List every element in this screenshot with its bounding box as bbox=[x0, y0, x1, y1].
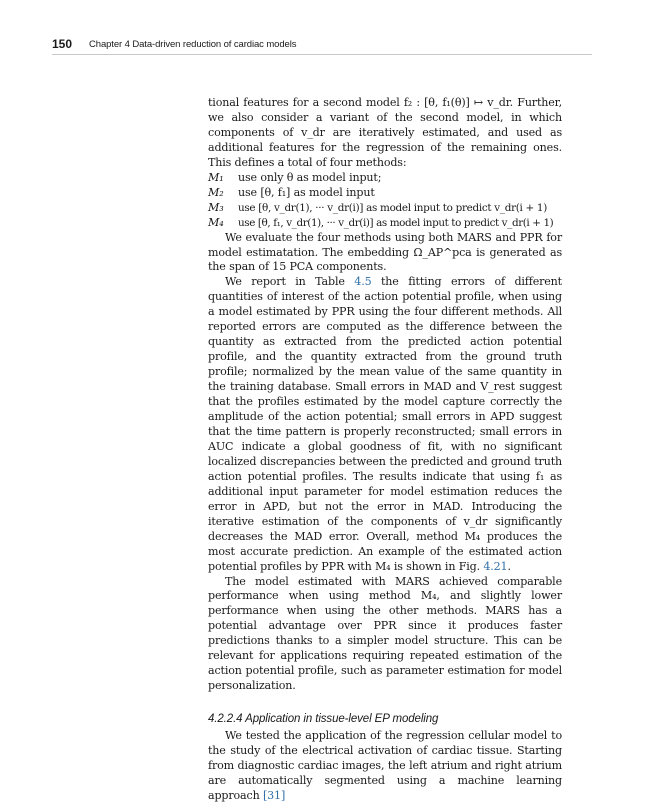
intro-line: also consider a variant of the second model, in which components bbox=[208, 110, 562, 139]
intro-line: the regression of the remaining ones. This defines a total of four bbox=[208, 140, 562, 169]
method-text: use [θ, f₁, v_dr(1), ··· v_dr(i)] as model input to predict v_dr(i + 1) bbox=[238, 216, 554, 229]
results-text-end: . bbox=[507, 559, 511, 573]
method-text: use [θ, v_dr(1), ··· v_dr(i)] as model input to predict v_dr(i + 1) bbox=[238, 201, 547, 214]
method-item bbox=[208, 216, 562, 231]
intro-paragraph bbox=[208, 96, 562, 171]
page-number: 150 bbox=[52, 37, 73, 51]
running-header bbox=[52, 38, 592, 55]
method-item bbox=[208, 171, 562, 186]
method-label: M₂ bbox=[208, 185, 224, 199]
results-text-a: We report in Table bbox=[225, 275, 355, 289]
intro-line: tional features for a second model f₂ : [θ, f₁(θ)] ↦ v_dr. Further, we bbox=[208, 96, 562, 124]
paragraph-mars: The model estimated with MARS achieved comparable performance when using method M₄, and slightly lower performance when using the other methods. MARS has a potential advantage over PPR since it produces faster predictions thanks to a simpler model structure. This can be relevant for applications requiring repeated estimation of the action potential profile, such as parameter estimation for model personalization. bbox=[208, 574, 562, 693]
methods-list bbox=[208, 171, 562, 231]
intro-line: of v_dr are iteratively estimated, and used as additional features for bbox=[208, 125, 562, 154]
section-heading: 4.2.2.4 Application in tissue-level EP modeling bbox=[208, 713, 439, 726]
intro-line: methods: bbox=[355, 155, 407, 169]
method-item bbox=[208, 201, 562, 216]
figure-link[interactable]: 4.21 bbox=[483, 559, 508, 573]
tissue-text: We tested the application of the regression cellular model to the study of the electrical activation of cardiac tissue. Starting from diagnostic cardiac images, the left atrium and right atrium are automatically segmented using a machine learning approach bbox=[208, 729, 562, 802]
table-link[interactable]: 4.5 bbox=[354, 275, 372, 289]
main-text bbox=[208, 96, 562, 804]
method-text: use only θ as model input; bbox=[238, 170, 382, 184]
results-text-b: the fitting errors of different quantities of interest of the action potential profile, when using a model estimated by PPR using the four different methods. All reported errors are computed as the difference between the quantity as extracted from the predicted action potential profile, and the quantity extracted from the ground truth profile; normalized by the mean value of the same quantity in the training database. Small errors in MAD and V_rest suggest that the profiles estimated by the model capture correctly the amplitude of the action potential; small errors in APD suggest that the time pattern is properly reconstructed; small errors in AUC indicate a global goodness of fit, with no significant localized discrepancies between the predicted and ground truth action potential profiles. The results indicate that using f₁ as additional input parameter for model estimation reduces the error in APD, but not the error in MAD. Introducing the iterative estimation of the components of v_dr significantly decreases the MAD error. Overall, method M₄ produces the most accurate prediction. An example of the estimated action potential profiles by PPR with M₄ is shown in Fig. bbox=[208, 275, 562, 573]
method-item bbox=[208, 186, 562, 201]
method-label: M₃ bbox=[208, 200, 224, 214]
method-label: M₁ bbox=[208, 170, 224, 184]
chapter-title: Chapter 4 Data-driven reduction of cardiac models bbox=[89, 39, 297, 50]
paragraph-methods-eval: We evaluate the four methods using both MARS and PPR for model estimatation. The embedding Ω_AP^pca is generated as the span of 15 PCA components. bbox=[208, 230, 562, 274]
paragraph-tissue bbox=[208, 729, 562, 804]
paragraph-results bbox=[208, 275, 562, 574]
method-label: M₄ bbox=[208, 215, 224, 229]
citation-link[interactable]: [31] bbox=[262, 788, 286, 802]
method-text: use [θ, f₁] as model input bbox=[238, 185, 375, 199]
